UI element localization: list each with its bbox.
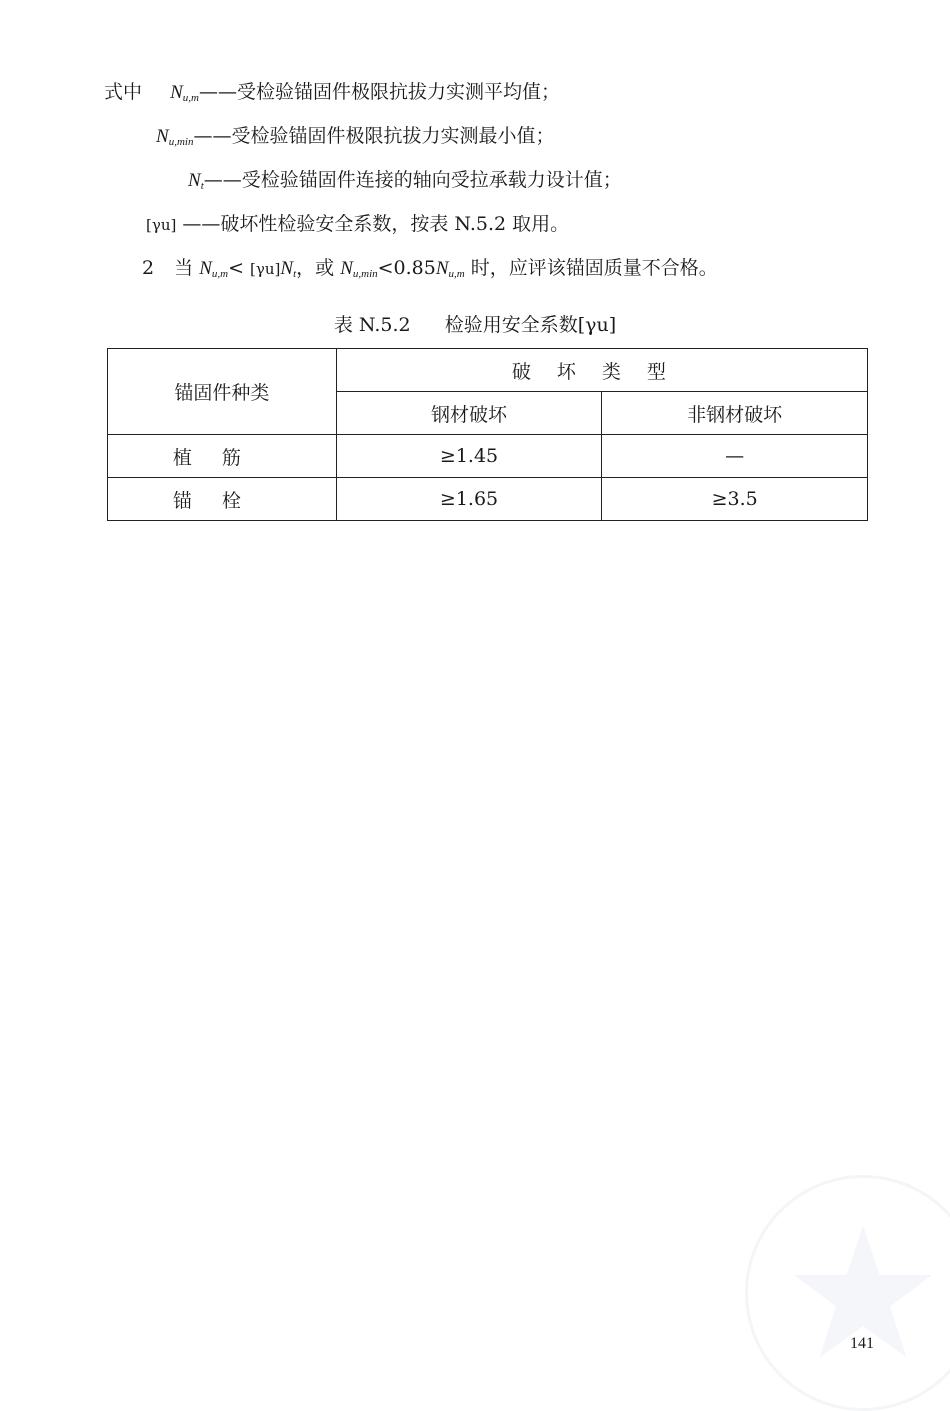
symbol-n: N bbox=[188, 170, 201, 191]
nonsteel-value-cell: — bbox=[602, 435, 868, 478]
definition-text: ——受检验锚固件连接的轴向受拉承载力设计值； bbox=[203, 169, 622, 191]
symbol-n: N bbox=[435, 258, 449, 279]
clause-text: 时，应评该锚固质量不合格。 bbox=[464, 257, 718, 279]
definition-text: ——破坏性检验安全系数，按表 N.5.2 取用。 bbox=[176, 213, 570, 235]
header-nonsteel-failure: 非钢材破坏 bbox=[602, 392, 868, 435]
nonsteel-value-cell: ≥3.5 bbox=[602, 478, 868, 521]
symbol-n: N bbox=[170, 82, 183, 103]
definition-line-num bbox=[104, 80, 560, 110]
definition-line-gamma bbox=[146, 212, 569, 237]
clause-text: ，或 bbox=[296, 257, 341, 279]
table-row bbox=[108, 478, 868, 521]
clause-text: 当 bbox=[174, 257, 200, 279]
symbol-sub: u,m bbox=[448, 268, 465, 280]
header-steel-failure: 钢材破坏 bbox=[336, 392, 602, 435]
anchor-type-cell: 锚栓 bbox=[108, 478, 337, 521]
definition-text: ——受检验锚固件极限抗拔力实测最小值； bbox=[193, 125, 555, 147]
symbol-sub: u,m bbox=[211, 268, 229, 280]
clause-text: < bbox=[228, 257, 251, 279]
definition-line-nt bbox=[188, 168, 622, 198]
table-caption bbox=[0, 310, 950, 337]
table-row bbox=[108, 435, 868, 478]
anchor-type-cell: 植筋 bbox=[108, 435, 337, 478]
safety-factor-table bbox=[107, 348, 868, 521]
header-failure-type: 破坏类型 bbox=[336, 349, 867, 392]
symbol-n: N bbox=[340, 258, 353, 279]
gamma-symbol: [γu] bbox=[250, 260, 281, 278]
symbol-n: N bbox=[156, 126, 169, 147]
symbol-sub: u,m bbox=[182, 92, 199, 104]
symbol-sub: u,min bbox=[352, 268, 378, 280]
steel-value-cell: ≥1.65 bbox=[336, 478, 602, 521]
symbol-sub: u,min bbox=[168, 136, 194, 148]
watermark-stamp bbox=[745, 1175, 950, 1411]
symbol-sub: t bbox=[200, 180, 204, 192]
symbol-sub: t bbox=[293, 268, 297, 280]
steel-value-cell: ≥1.45 bbox=[336, 435, 602, 478]
definition-line-nmin bbox=[156, 124, 554, 154]
page-number: 141 bbox=[850, 1335, 874, 1352]
header-anchor-type: 锚固件种类 bbox=[108, 349, 337, 435]
clause-number: 2 bbox=[142, 257, 155, 279]
symbol-n: N bbox=[199, 258, 212, 279]
clause-2 bbox=[142, 256, 718, 286]
table-caption-label: 表 N.5.2 bbox=[333, 314, 411, 336]
gamma-symbol: [γu] bbox=[146, 216, 177, 234]
table-caption-title: 检验用安全系数[γu] bbox=[444, 314, 617, 336]
table-header-row bbox=[108, 349, 868, 392]
definition-text: ——受检验锚固件极限抗拔力实测平均值； bbox=[199, 81, 561, 103]
clause-text: <0.85 bbox=[377, 257, 436, 279]
symbol-n: N bbox=[280, 258, 294, 279]
definition-intro: 式中 bbox=[104, 81, 143, 103]
